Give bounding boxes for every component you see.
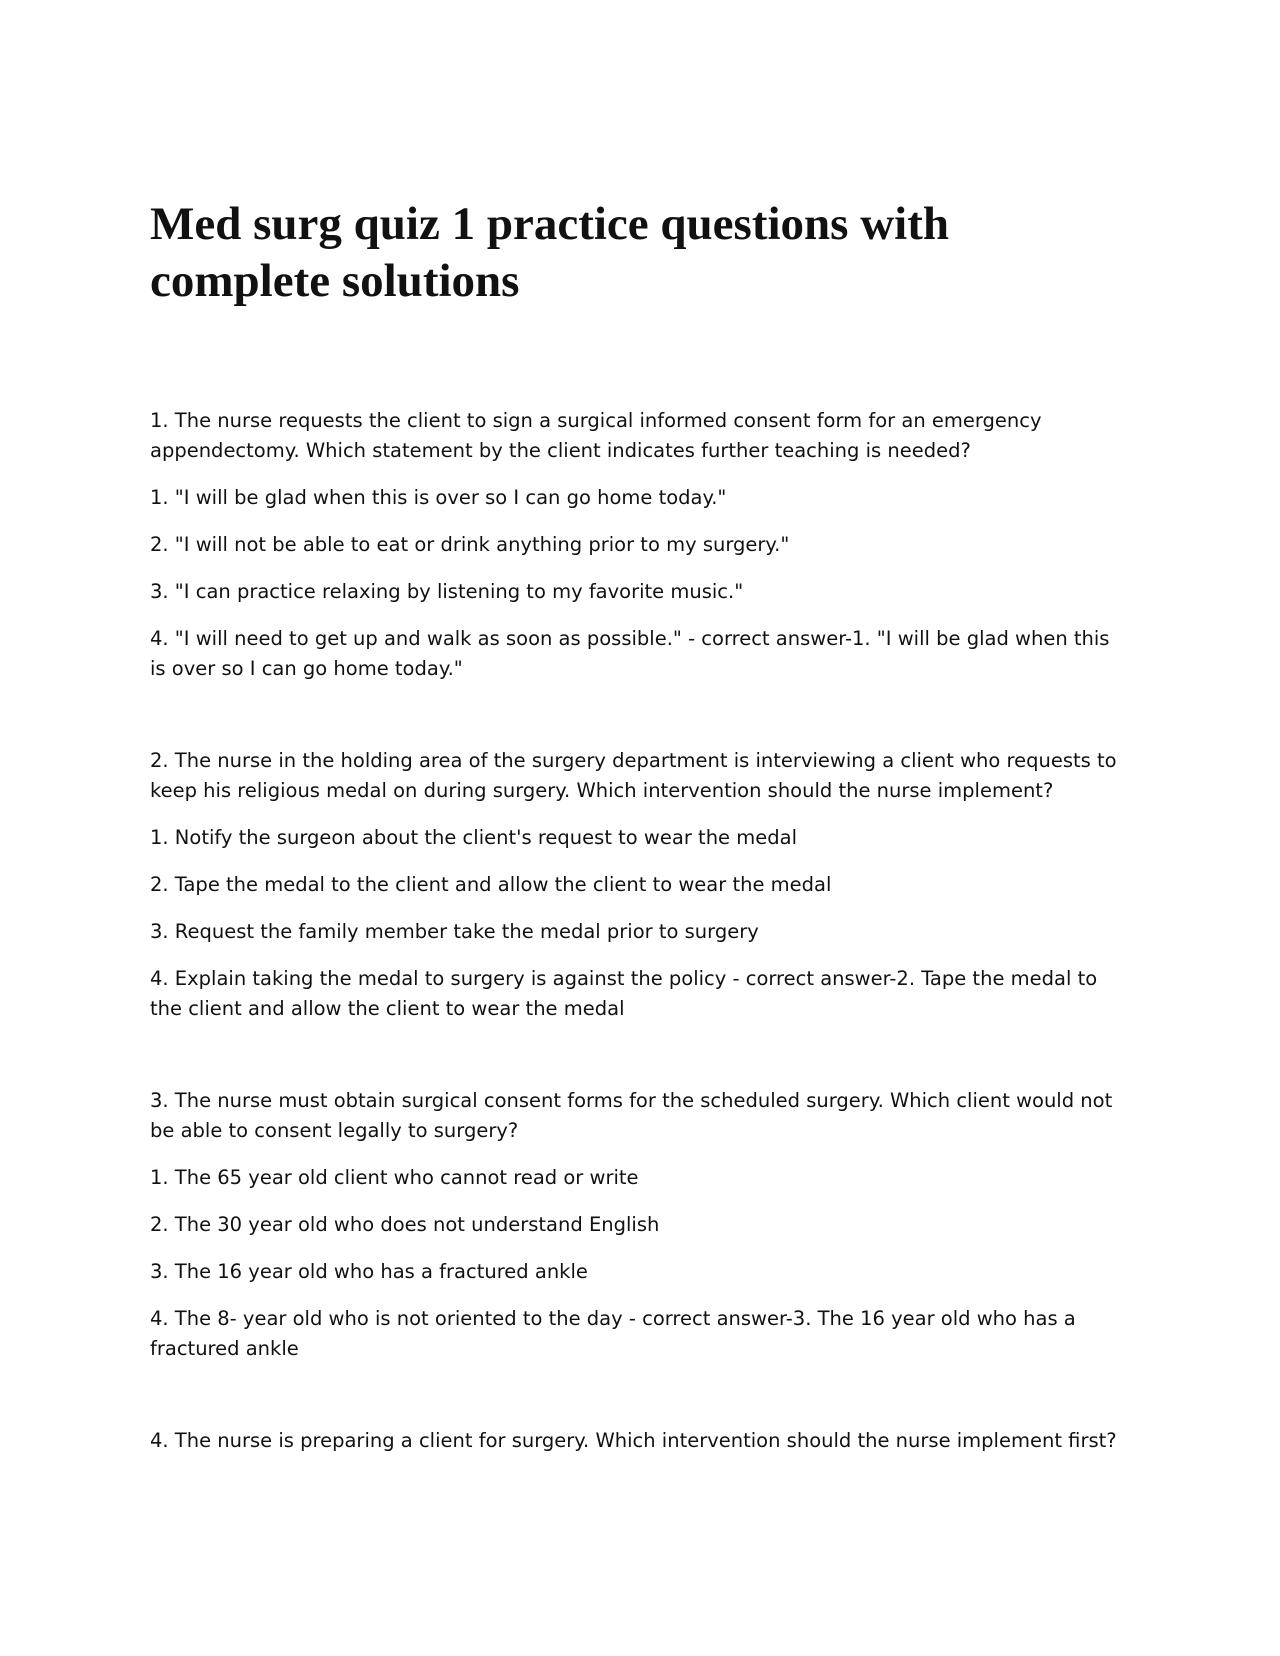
answer-option: 3. Request the family member take the medal prior to surgery [150,920,759,943]
question-1 [150,406,1130,684]
answer-option-with-correct-answer: 4. The 8- year old who is not oriented to the day - correct answer-3. The 16 year old who has a fractured ankle [150,1307,1076,1360]
question-text: 3. The nurse must obtain surgical consent forms for the scheduled surgery. Which client would not be able to consent legally to surgery? [150,1089,1113,1142]
document-title: Med surg quiz 1 practice questions with complete solutions [150,198,949,307]
question-text: 4. The nurse is preparing a client for surgery. Which intervention should the nurse implement first? [150,1429,1117,1452]
answer-option: 3. "I can practice relaxing by listening to my favorite music." [150,580,744,603]
question-list [150,406,1130,1518]
question-text: 1. The nurse requests the client to sign a surgical informed consent form for an emergency appendectomy. Which statement by the client indicates further teaching is needed? [150,409,1042,462]
answer-option: 1. Notify the surgeon about the client's request to wear the medal [150,826,797,849]
answer-option: 2. Tape the medal to the client and allow the client to wear the medal [150,873,832,896]
question-2 [150,746,1130,1024]
answer-option: 2. The 30 year old who does not understand English [150,1213,660,1236]
answer-option: 1. The 65 year old client who cannot read or write [150,1166,639,1189]
answer-option: 2. "I will not be able to eat or drink anything prior to my surgery." [150,533,790,556]
question-3 [150,1086,1130,1364]
question-4 [150,1426,1130,1456]
answer-option: 1. "I will be glad when this is over so I can go home today." [150,486,727,509]
answer-option-with-correct-answer: 4. "I will need to get up and walk as soon as possible." - correct answer-1. "I will be glad when this is over so I can go home today." [150,627,1110,680]
answer-option-with-correct-answer: 4. Explain taking the medal to surgery is against the policy - correct answer-2. Tape the medal to the client and allow the client to wear the medal [150,967,1098,1020]
answer-option: 3. The 16 year old who has a fractured ankle [150,1260,588,1283]
document-page [150,0,1130,1656]
question-text: 2. The nurse in the holding area of the surgery department is interviewing a client who requests to keep his religious medal on during surgery. Which intervention should the nurse implement? [150,749,1117,802]
